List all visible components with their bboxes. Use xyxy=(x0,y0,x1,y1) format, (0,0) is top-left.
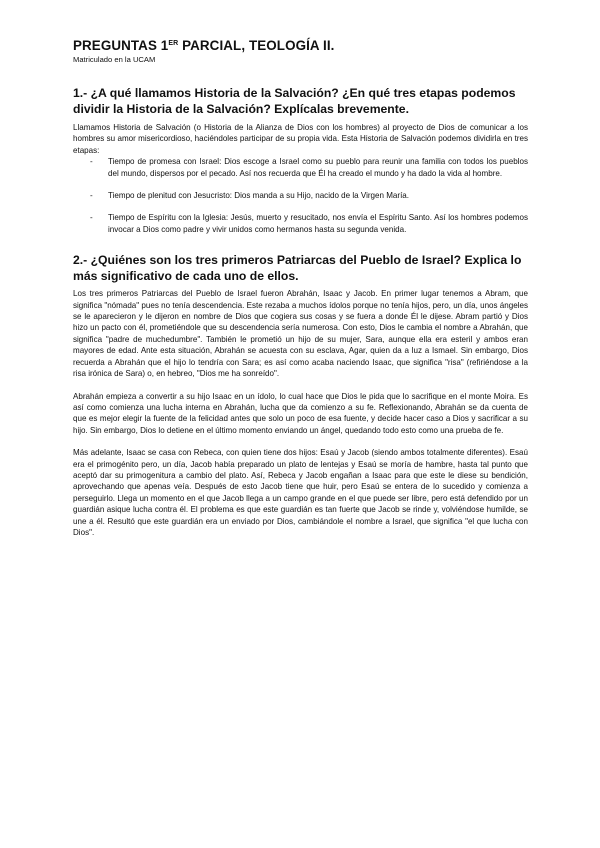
title-rest: PARCIAL, TEOLOGÍA II. xyxy=(178,38,335,53)
question-2-paragraph-isaac-sacrificio: Abrahán empieza a convertir a su hijo Isaac en un ídolo, lo cual hace que Dios le pida que lo sacrifique en el monte Moira. Es así como comienza una lucha interna en Abrahán, lucha que da comienzo a su fe. Reflexionando, Abrahán se da cuenta de que es mejor elegir la fuente de la felicidad antes que solo un poco de esa fuente, y decide hacer caso a Dios y sacrificar a su hijo. Sin embargo, Dios lo detiene en el último momento enviando un ángel, quedando todo esto como una prueba de fe. xyxy=(73,391,528,435)
stages-list xyxy=(73,156,528,235)
stage-item-plenitud: - Tiempo de plenitud con Jesucristo: Dios manda a su Hijo, nacido de la Virgen María. xyxy=(73,190,528,201)
question-2-paragraph-abrahan: Los tres primeros Patriarcas del Pueblo de Israel fueron Abrahán, Isaac y Jacob. En primer lugar tenemos a Abram, que significa "nómada" pues no tenía descendencia. Este rezaba a muchos ídolos porque no tenía hijos, pero, un día, unos ángeles se le aparecieron y le dijeron en nombre de Dios que cogiera sus cosas y se fuera a donde Él le dijese. Abram partió y Dios hizo un pacto con él, prometiéndole que su descendencia sería numerosa. Con esto, Dios le cambia el nombre a Abrahán, que significa "padre de muchedumbre". También le prometió un hijo de su mujer, Sara, aunque ella era esteril y ambos eran mayores de edad. Ante esta situación, Abrahán se acuesta con su esclava, Agar, quien da a luz a Ismael. Sin embargo, Dios recuerda a Abrahán que el hijo lo tendría con Sara; es así como acaba naciendo Isaac, que significa "risa" (refiriéndose a la risa irónica de Sara) o, en hebreo, "Dios me ha sonreído". xyxy=(73,289,528,379)
stage-item-espiritu: - Tiempo de Espíritu con la Iglesia: Jesús, muerto y resucitado, nos envía el Espíritu Santo. Así los hombres podemos invocar a Dios como padre y vivir unidos como hermanos hasta su segunda venida. xyxy=(73,212,528,235)
question-1-heading: 1.- ¿A qué llamamos Historia de la Salvación? ¿En qué tres etapas podemos dividir la Historia de la Salvación? Explícalas brevemente. xyxy=(73,86,516,116)
title-superscript: ER xyxy=(168,40,179,47)
question-2-heading: 2.- ¿Quiénes son los tres primeros Patriarcas del Pueblo de Israel? Explica lo más significativo de cada uno de ellos. xyxy=(73,253,522,283)
stage-item-promesa: - Tiempo de promesa con Israel: Dios escoge a Israel como su pueblo para reunir una familia con todos los pueblos del mundo, dispersos por el pecado. Así nos recuerda que Él ha creado el mundo y ha dado la vida al hombre. xyxy=(73,156,528,179)
question-2-paragraph-jacob: Más adelante, Isaac se casa con Rebeca, con quien tiene dos hijos: Esaú y Jacob (siendo ambos totalmente diferentes). Esaú era el primogénito pero, un día, Jacob había preparado un plato de lentejas y Esaú se moría de hambre, hasta tal punto que aceptó dar su primogenitura a cambio del plato. Así, Rebeca y Jacob engañan a Isaac para que este le diese su bendición, aprovechando que apenas veía. Después de esto Jacob tiene que huir, pero Esaú se entera de lo sucedido y comienza a perseguirlo. Llega un momento en el que Jacob llega a un campo grande en el que puede ser libre, pero está defendido por un guardián asique lucha contra él. El problema es que este guardián es tan fuerte que Jacob se rinde y, volviéndose humilde, se une a él. Resultó que este guardián era un enviado por Dios, cambiándole el nombre a Israel, que significa "el que lucha con Dios". xyxy=(73,448,528,537)
question-1-intro: Llamamos Historia de Salvación (o Historia de la Alianza de Dios con los hombres) al proyecto de Dios de comunicar a los hombres su amor misericordioso, haciéndoles participar de su propia vida. Esta Historia de Salvación podemos dividirla en tres etapas: xyxy=(73,123,528,155)
document-subtitle: Matriculado en la UCAM xyxy=(73,55,156,64)
title-main: PREGUNTAS 1 xyxy=(73,38,169,53)
document-title xyxy=(73,36,528,54)
document-page xyxy=(73,36,528,538)
